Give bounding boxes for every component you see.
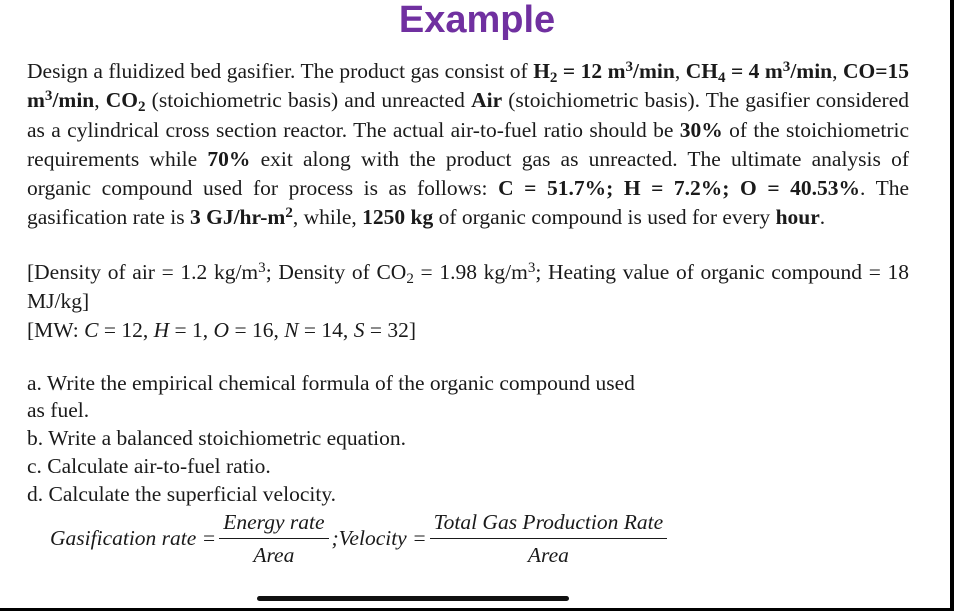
gas-production-fraction <box>430 508 668 569</box>
molecular-weights: [MW: C = 12, H = 1, O = 16, N = 14, S = 32] <box>27 318 416 342</box>
fraction-denominator: Area <box>253 542 295 567</box>
fraction-denominator: Area <box>527 542 569 567</box>
fraction-numerator: Total Gas Production Rate <box>430 508 668 539</box>
question-a-line1: a. Write the empirical chemical formula of the organic compound used <box>27 371 635 395</box>
screen-edge-right <box>950 0 954 611</box>
formula-separator: ; <box>331 525 339 550</box>
question-d: d. Calculate the superficial velocity. <box>27 482 337 506</box>
fraction-numerator: Energy rate <box>219 508 328 539</box>
given-densities: [Density of air = 1.2 $kg/m^3$; Density of $CO_2 = 1.98$ $kg/m^3$; Heating value of organic compound = 18 MJ/kg] <box>27 260 909 313</box>
velocity-label: Velocity = <box>338 525 427 550</box>
gasification-rate-label: Gasification rate = <box>50 525 217 550</box>
question-c: c. Calculate air-to-fuel ratio. <box>27 454 271 478</box>
question-b: b. Write a balanced stoichiometric equation. <box>27 426 407 450</box>
page-title: Example <box>398 0 556 41</box>
problem-statement: Design a fluidized bed gasifier. The product gas consist of $H_2 = 12$ $m^3/\min$, $CH_4 = 4$ $m^3/\min$, CO=15 $m^3/\min$, $CO_2$ (stoichiometric basis) and unreacted Air (stoichiometric basis). The gasifier considered as a cylindrical cross section reactor. The actual air-to-fuel ratio should be 30% of the stoichiometric requirements while 70% exit along with the product gas as unreacted. The ultimate analysis of organic compound used for process is as follows: C = 51.7%; H = 7.2%; O = 40.53%. The gasification rate is 3 $GJ/hr-m^2$, while, 1250 kg of organic compound is used for every hour. <box>27 59 910 230</box>
formula-line <box>50 504 670 572</box>
question-a-line2: as fuel. <box>27 398 90 422</box>
home-indicator[interactable] <box>257 596 569 601</box>
energy-rate-fraction <box>219 508 328 569</box>
